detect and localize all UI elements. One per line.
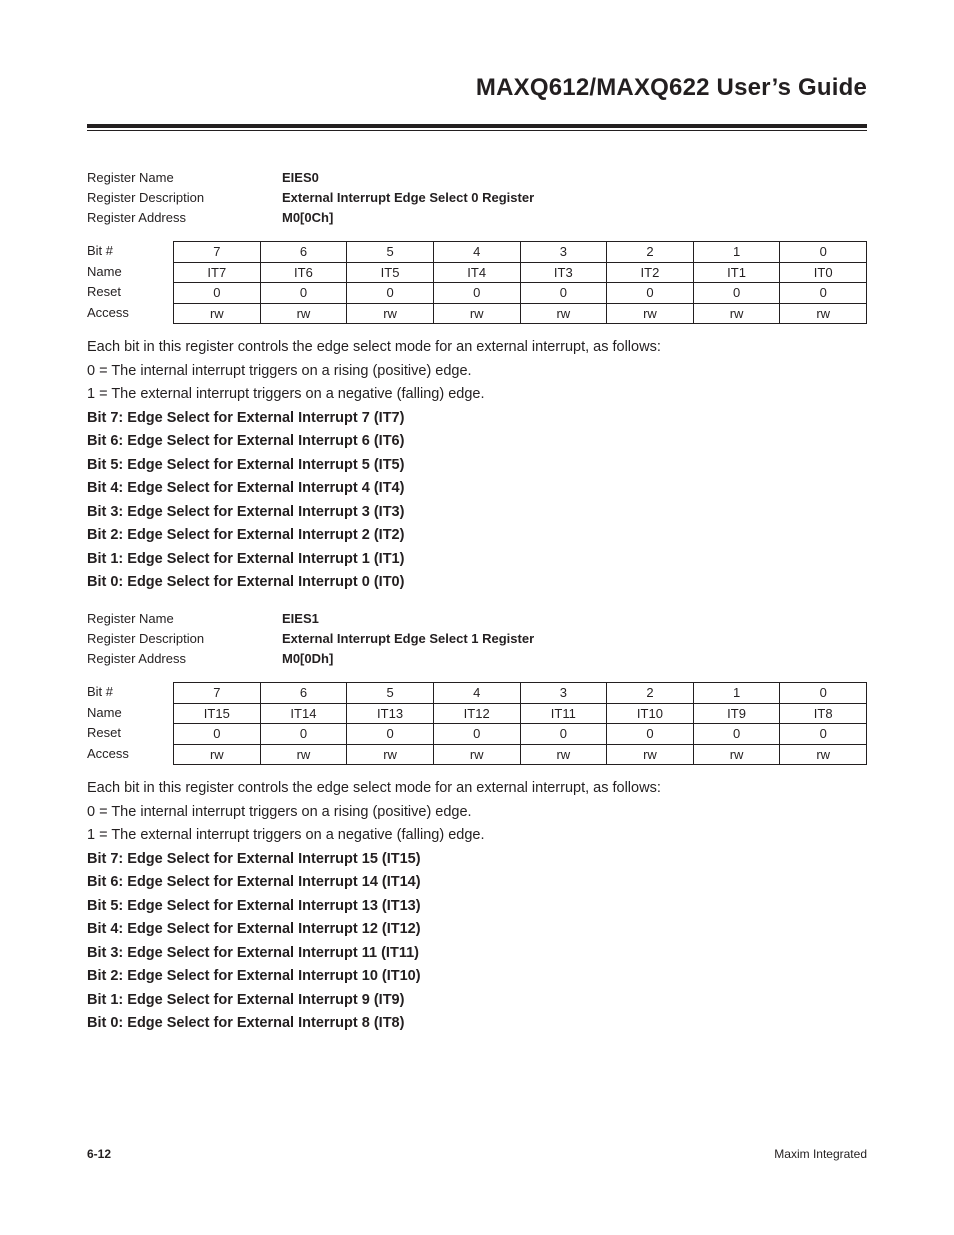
bit-name-cell: IT1	[693, 262, 780, 283]
register-address-row	[87, 649, 867, 669]
bit-table	[173, 682, 867, 765]
bit-access-cell: rw	[174, 744, 261, 765]
access-label: Access	[87, 745, 129, 761]
bit-access-cell: rw	[433, 303, 520, 324]
bit-grid-row-labels	[87, 241, 173, 323]
bit-cell: 2	[607, 683, 694, 704]
register-address-label: Register Address	[87, 210, 186, 225]
bit-cell: 6	[260, 242, 347, 263]
bit-description: Bit 0: Edge Select for External Interrupt 0 (IT0)	[87, 574, 405, 590]
bit-description: Bit 1: Edge Select for External Interrupt 9 (IT9)	[87, 991, 405, 1008]
bit-name-cell: IT12	[433, 703, 520, 724]
bit-description: Bit 2: Edge Select for External Interrupt 10 (IT10)	[87, 968, 421, 984]
bit-cell: 2	[607, 242, 694, 263]
bit-access-cell: rw	[607, 303, 694, 324]
bit-cell: 1	[693, 683, 780, 704]
register-description-value: External Interrupt Edge Select 0 Register	[282, 190, 535, 205]
bit-reset-cell: 0	[520, 283, 607, 304]
bit-access-cell: rw	[607, 744, 694, 765]
option-one: 1 = The external interrupt triggers on a negative (falling) edge.	[87, 827, 485, 843]
bit-reset-cell: 0	[693, 724, 780, 745]
bit-access-cell: rw	[174, 303, 261, 324]
access-label: Access	[87, 304, 129, 320]
bit-reset-row	[174, 283, 867, 304]
bit-name-cell: IT11	[520, 703, 607, 724]
register-description-label: Register Description	[87, 631, 205, 646]
bit-reset-cell: 0	[174, 283, 261, 304]
header-rule-thin	[87, 130, 867, 131]
bit-reset-cell: 0	[433, 283, 520, 304]
register-name-label: Register Name	[87, 611, 174, 626]
bit-description: Bit 7: Edge Select for External Interrupt 15 (IT15)	[87, 850, 421, 867]
bit-cell: 3	[520, 242, 607, 263]
register-description-row	[87, 188, 867, 208]
option-zero: 0 = The internal interrupt triggers on a rising (positive) edge.	[87, 803, 472, 820]
bit-description: Bit 7: Edge Select for External Interrupt 7 (IT7)	[87, 409, 405, 426]
option-zero: 0 = The internal interrupt triggers on a rising (positive) edge.	[87, 362, 472, 379]
bit-name-row	[174, 262, 867, 283]
register-name-row	[87, 168, 867, 188]
register-address-value: M0[0Ch]	[282, 210, 334, 225]
register-description-value: External Interrupt Edge Select 1 Register	[282, 631, 535, 646]
bit-description: Bit 4: Edge Select for External Interrupt 12 (IT12)	[87, 921, 421, 937]
bit-name-cell: IT8	[780, 703, 867, 724]
bit-reset-cell: 0	[607, 724, 694, 745]
intro-paragraph: Each bit in this register controls the edge select mode for an external interrupt, as follows:	[87, 780, 661, 796]
bit-num-label: Bit #	[87, 684, 114, 699]
bit-reset-cell: 0	[347, 283, 434, 304]
bit-name-cell: IT3	[520, 262, 607, 283]
bit-name-cell: IT0	[780, 262, 867, 283]
bit-description: Bit 5: Edge Select for External Interrupt 13 (IT13)	[87, 897, 421, 914]
bit-reset-cell: 0	[260, 724, 347, 745]
bit-reset-cell: 0	[607, 283, 694, 304]
bit-reset-cell: 0	[780, 724, 867, 745]
register-name-label: Register Name	[87, 170, 174, 185]
name-label: Name	[87, 263, 122, 279]
register-name-value: EIES1	[282, 611, 319, 626]
bit-description: Bit 5: Edge Select for External Interrupt 5 (IT5)	[87, 456, 405, 473]
bit-cell: 5	[347, 683, 434, 704]
bit-access-cell: rw	[520, 744, 607, 765]
bit-name-cell: IT14	[260, 703, 347, 724]
bit-reset-cell: 0	[520, 724, 607, 745]
bit-table	[173, 241, 867, 324]
register-address-value: M0[0Dh]	[282, 651, 334, 666]
bit-access-row	[174, 744, 867, 765]
bit-access-cell: rw	[520, 303, 607, 324]
bit-access-cell: rw	[780, 303, 867, 324]
bit-reset-cell: 0	[693, 283, 780, 304]
bit-grid	[87, 241, 867, 323]
register-name-row	[87, 609, 867, 629]
bit-access-cell: rw	[347, 744, 434, 765]
bit-name-row	[174, 703, 867, 724]
bit-cell: 0	[780, 683, 867, 704]
bit-name-cell: IT7	[174, 262, 261, 283]
bit-access-row	[174, 303, 867, 324]
reset-label: Reset	[87, 725, 121, 740]
bit-num-label: Bit #	[87, 243, 114, 258]
register-name-value: EIES0	[282, 170, 319, 185]
bit-number-row	[174, 683, 867, 704]
bit-reset-cell: 0	[347, 724, 434, 745]
bit-description: Bit 3: Edge Select for External Interrupt 3 (IT3)	[87, 503, 405, 520]
bit-name-cell: IT9	[693, 703, 780, 724]
bit-name-cell: IT4	[433, 262, 520, 283]
company-name: Maxim Integrated	[774, 1147, 867, 1161]
bit-number-row	[174, 242, 867, 263]
bit-description: Bit 4: Edge Select for External Interrupt 4 (IT4)	[87, 480, 405, 496]
bit-name-cell: IT6	[260, 262, 347, 283]
bit-cell: 1	[693, 242, 780, 263]
reset-label: Reset	[87, 284, 121, 299]
bit-name-cell: IT2	[607, 262, 694, 283]
bit-cell: 3	[520, 683, 607, 704]
bit-reset-cell: 0	[260, 283, 347, 304]
bit-name-cell: IT5	[347, 262, 434, 283]
bit-cell: 4	[433, 683, 520, 704]
bit-name-cell: IT13	[347, 703, 434, 724]
bit-cell: 7	[174, 683, 261, 704]
bit-grid	[87, 682, 867, 764]
bit-cell: 0	[780, 242, 867, 263]
register-description-row	[87, 629, 867, 649]
bit-name-cell: IT15	[174, 703, 261, 724]
bit-reset-cell: 0	[433, 724, 520, 745]
bit-access-cell: rw	[780, 744, 867, 765]
register-section-eies0	[87, 168, 867, 595]
bit-access-cell: rw	[693, 744, 780, 765]
name-label: Name	[87, 704, 122, 720]
register-description-text	[87, 777, 867, 1036]
register-address-label: Register Address	[87, 651, 186, 666]
bit-access-cell: rw	[693, 303, 780, 324]
register-section-eies1	[87, 609, 867, 1036]
register-description-text	[87, 336, 867, 595]
register-description-label: Register Description	[87, 190, 205, 205]
bit-description: Bit 6: Edge Select for External Interrupt 6 (IT6)	[87, 433, 405, 449]
bit-description: Bit 6: Edge Select for External Interrupt 14 (IT14)	[87, 874, 421, 890]
register-address-row	[87, 208, 867, 228]
bit-access-cell: rw	[433, 744, 520, 765]
bit-description: Bit 1: Edge Select for External Interrupt 1 (IT1)	[87, 550, 405, 567]
bit-description: Bit 3: Edge Select for External Interrupt 11 (IT11)	[87, 944, 419, 961]
bit-access-cell: rw	[347, 303, 434, 324]
bit-cell: 7	[174, 242, 261, 263]
bit-reset-cell: 0	[174, 724, 261, 745]
bit-access-cell: rw	[260, 744, 347, 765]
bit-grid-row-labels	[87, 682, 173, 764]
bit-access-cell: rw	[260, 303, 347, 324]
intro-paragraph: Each bit in this register controls the edge select mode for an external interrupt, as follows:	[87, 339, 661, 355]
bit-cell: 4	[433, 242, 520, 263]
page-title: MAXQ612/MAXQ622 User’s Guide	[475, 74, 867, 101]
header-rule-thick	[87, 124, 867, 128]
bit-cell: 5	[347, 242, 434, 263]
bit-description: Bit 2: Edge Select for External Interrupt 2 (IT2)	[87, 527, 405, 543]
page-number: 6-12	[87, 1147, 112, 1161]
bit-reset-cell: 0	[780, 283, 867, 304]
bit-reset-row	[174, 724, 867, 745]
bit-name-cell: IT10	[607, 703, 694, 724]
bit-cell: 6	[260, 683, 347, 704]
bit-description: Bit 0: Edge Select for External Interrupt 8 (IT8)	[87, 1015, 405, 1031]
option-one: 1 = The external interrupt triggers on a negative (falling) edge.	[87, 386, 485, 402]
